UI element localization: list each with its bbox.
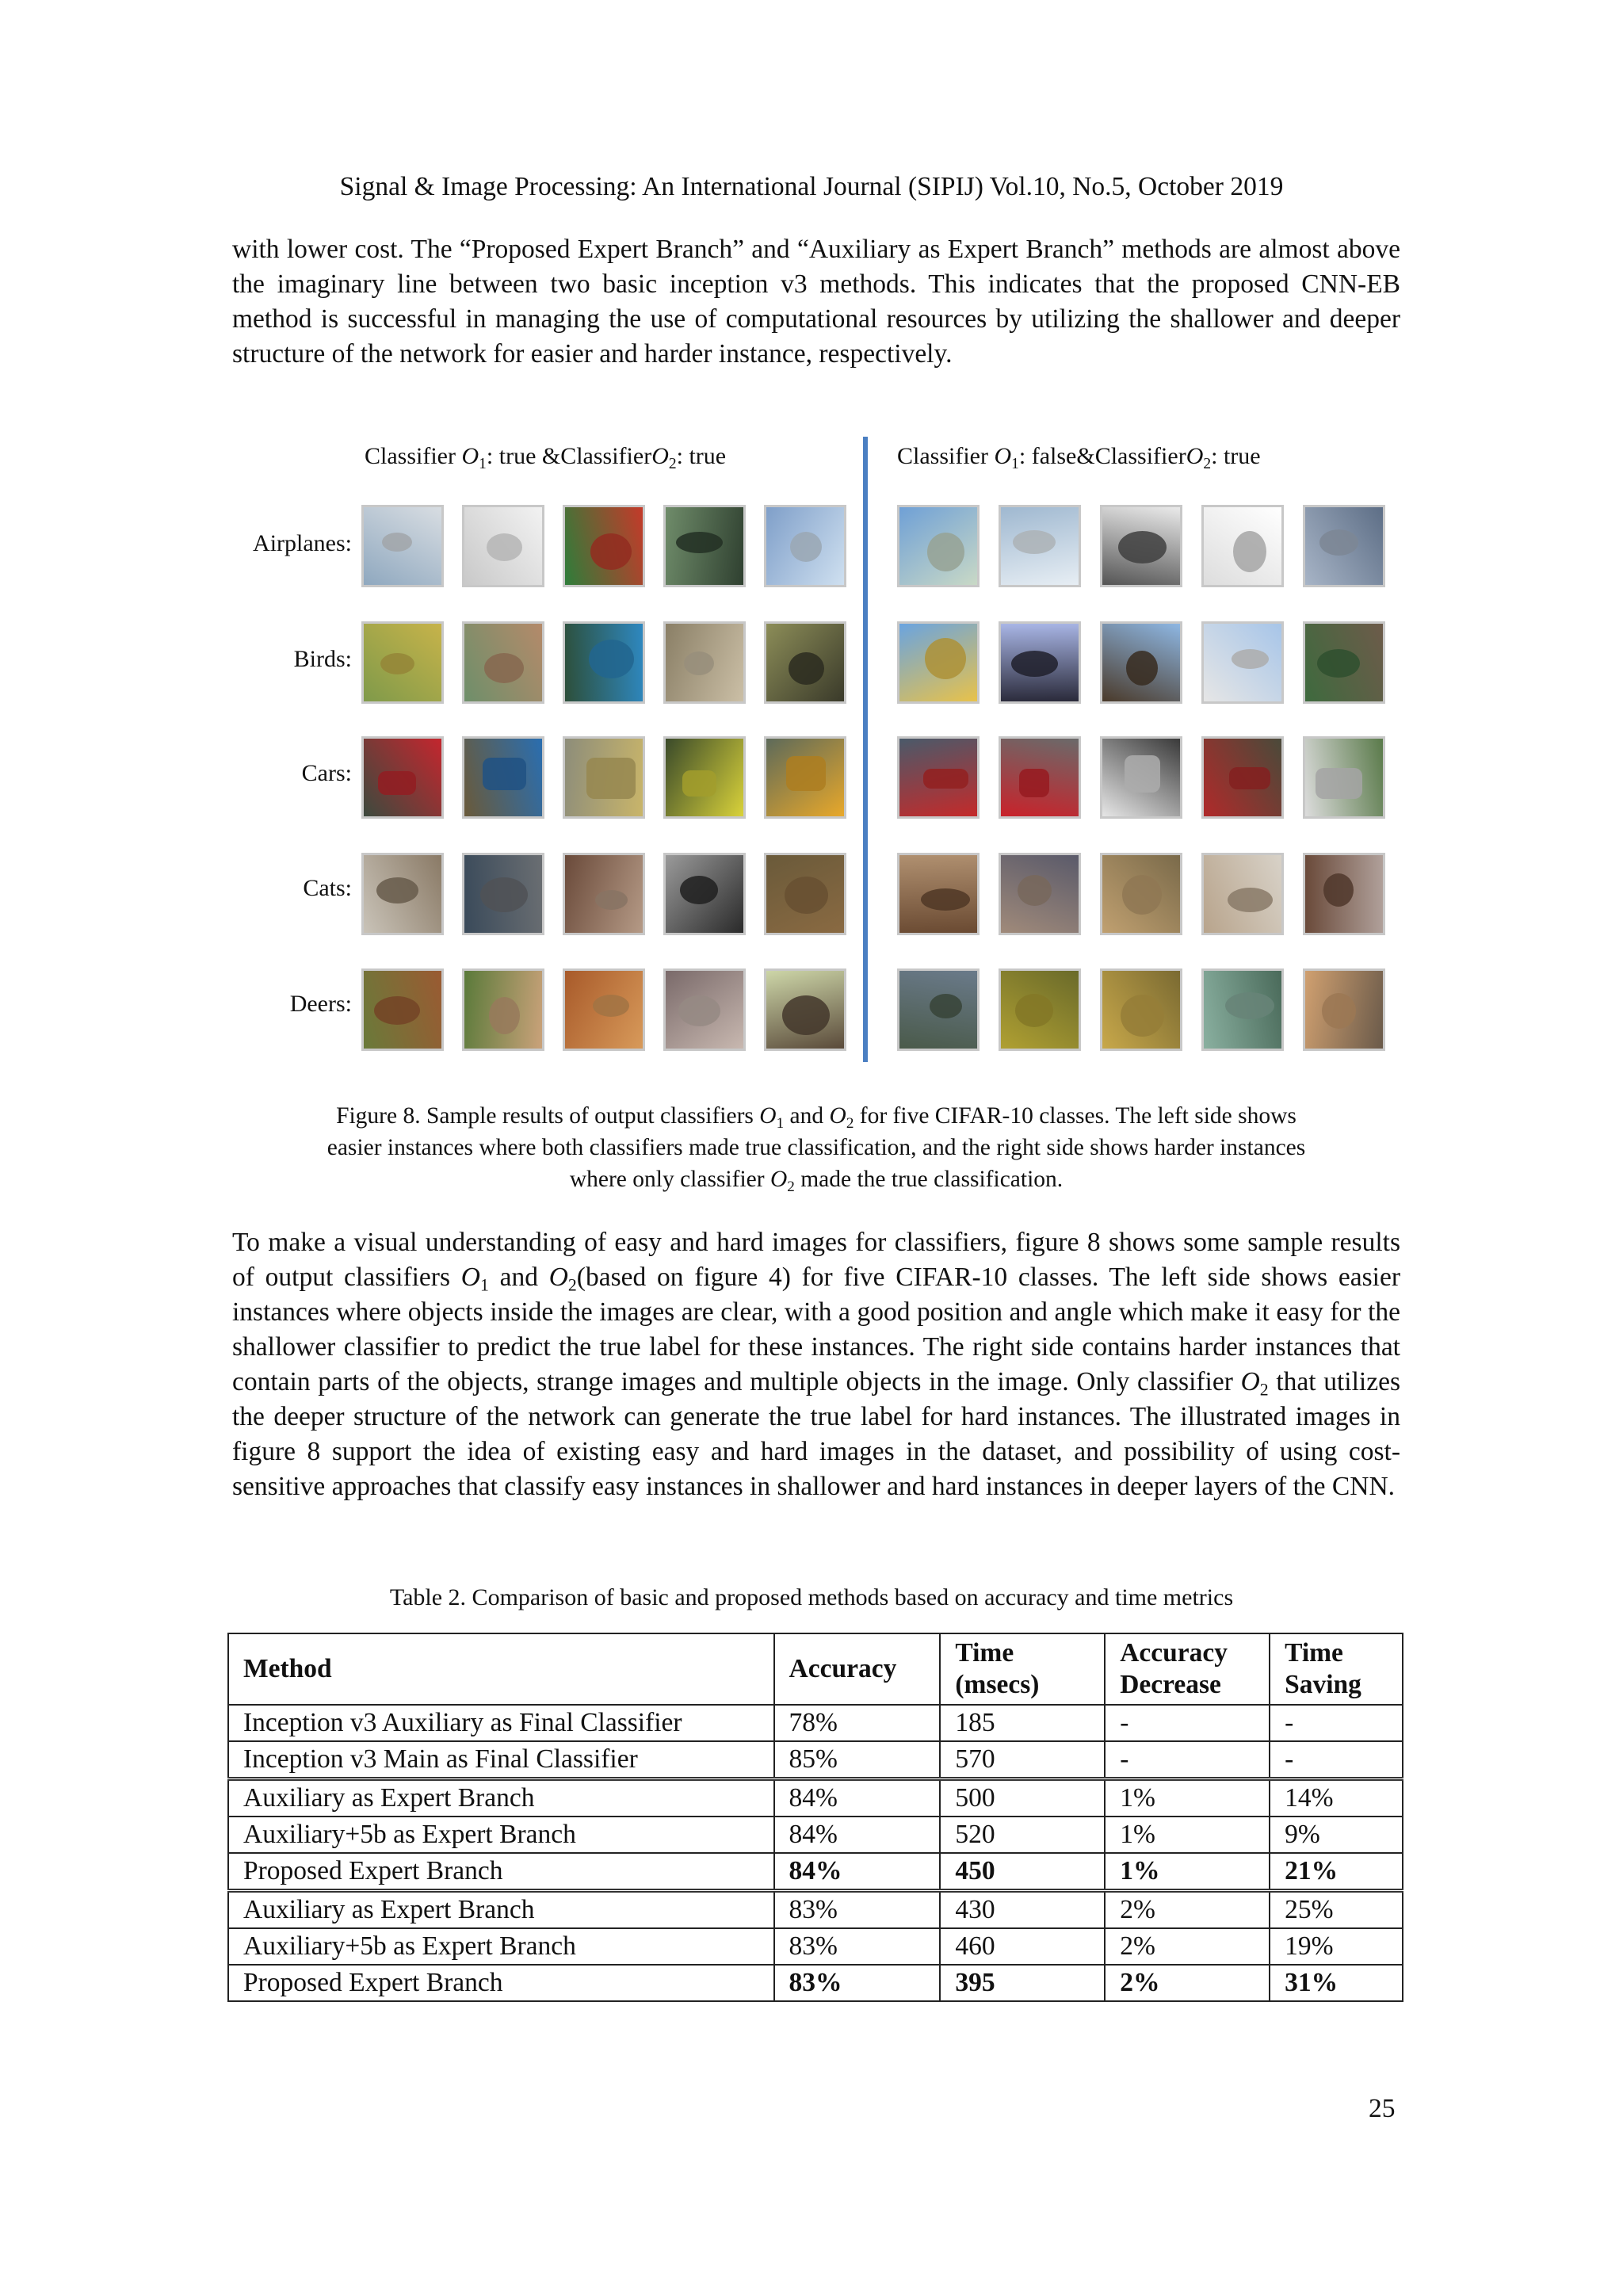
car-hard-sample-1 <box>897 736 980 819</box>
cell-time-saving: 25% <box>1270 1891 1403 1929</box>
cat-hard-sample-1 <box>897 853 980 935</box>
running-header: Signal & Image Processing: An International Journal (SIPIJ) Vol.10, No.5, October 2019 <box>339 172 1284 201</box>
bird-hard-sample-5 <box>1303 621 1385 704</box>
cell-method: Auxiliary+5b as Expert Branch <box>228 1928 774 1965</box>
cell-time: 450 <box>940 1853 1105 1891</box>
page-number: 25 <box>1369 2094 1396 2123</box>
airplane-hard-sample-2 <box>999 505 1081 587</box>
cell-time-saving: 9% <box>1270 1817 1403 1853</box>
airplane-hard-sample-5 <box>1303 505 1385 587</box>
car-easy-sample-5 <box>764 736 846 819</box>
cell-method: Auxiliary as Expert Branch <box>228 1891 774 1929</box>
cell-accuracy-decrease: - <box>1105 1741 1270 1779</box>
cat-easy-sample-1 <box>361 853 444 935</box>
cell-accuracy-decrease: 2% <box>1105 1891 1270 1929</box>
deer-easy-sample-1 <box>361 968 444 1051</box>
cell-accuracy-decrease: 2% <box>1105 1965 1270 2001</box>
intro-paragraph: with lower cost. The “Proposed Expert Branch” and “Auxiliary as Expert Branch” methods are almost above the imaginary line between two basic inception v3 methods. This indicates that the proposed CNN-EB method is successful in managing the use of computational resources by utilizing the shallower and deeper structure of the network for easier and harder instance, respectively. <box>232 235 1400 369</box>
cat-easy-sample-2 <box>462 853 544 935</box>
cell-time: 460 <box>940 1928 1105 1965</box>
results-table <box>227 1633 1403 2002</box>
bird-easy-sample-5 <box>764 621 846 704</box>
bird-easy-sample-4 <box>663 621 746 704</box>
car-easy-sample-2 <box>462 736 544 819</box>
cat-hard-sample-5 <box>1303 853 1385 935</box>
cell-method: Auxiliary as Expert Branch <box>228 1779 774 1817</box>
cell-method: Auxiliary+5b as Expert Branch <box>228 1817 774 1853</box>
table-row <box>228 1853 1403 1891</box>
cell-accuracy: 83% <box>774 1891 941 1929</box>
cell-time-saving: 14% <box>1270 1779 1403 1817</box>
cell-accuracy-decrease: 2% <box>1105 1928 1270 1965</box>
table-row <box>228 1891 1403 1929</box>
cell-time-saving: - <box>1270 1705 1403 1741</box>
car-easy-sample-4 <box>663 736 746 819</box>
header-time-saving: Time Saving <box>1270 1633 1403 1705</box>
row-label-airplanes: Airplanes: <box>253 530 352 556</box>
deer-hard-sample-4 <box>1201 968 1284 1051</box>
cell-accuracy-decrease: 1% <box>1105 1817 1270 1853</box>
cell-accuracy: 83% <box>774 1965 941 2001</box>
header-method: Method <box>228 1633 774 1705</box>
row-label-birds: Birds: <box>293 646 352 672</box>
car-easy-sample-3 <box>563 736 645 819</box>
cell-time: 520 <box>940 1817 1105 1853</box>
figure-right-header: Classifier $O_1$: false&ClassifierO$_2$: true <box>897 443 1261 472</box>
table-row <box>228 1779 1403 1817</box>
airplane-hard-sample-1 <box>897 505 980 587</box>
deer-hard-sample-2 <box>999 968 1081 1051</box>
deer-easy-sample-2 <box>462 968 544 1051</box>
row-label-deers: Deers: <box>289 991 352 1017</box>
figure-left-header: Classifier $O_1$: true &ClassifierO$_2$: true <box>365 443 727 472</box>
cell-accuracy: 84% <box>774 1779 941 1817</box>
table-caption: Table 2. Comparison of basic and proposed methods based on accuracy and time metrics <box>389 1584 1234 1610</box>
car-hard-sample-4 <box>1201 736 1284 819</box>
cell-accuracy-decrease: 1% <box>1105 1853 1270 1891</box>
table-row <box>228 1705 1403 1741</box>
figure-divider <box>863 437 868 1062</box>
table-row <box>228 1741 1403 1779</box>
car-hard-sample-2 <box>999 736 1081 819</box>
bird-hard-sample-4 <box>1201 621 1284 704</box>
deer-easy-sample-5 <box>764 968 846 1051</box>
airplane-easy-sample-3 <box>563 505 645 587</box>
cell-accuracy: 85% <box>774 1741 941 1779</box>
cell-time: 500 <box>940 1779 1105 1817</box>
cell-time: 395 <box>940 1965 1105 2001</box>
cell-accuracy: 83% <box>774 1928 941 1965</box>
cat-hard-sample-4 <box>1201 853 1284 935</box>
header-time: Time (msecs) <box>940 1633 1105 1705</box>
cat-hard-sample-3 <box>1100 853 1182 935</box>
row-label-cars: Cars: <box>301 760 352 786</box>
car-easy-sample-1 <box>361 736 444 819</box>
bird-easy-sample-3 <box>563 621 645 704</box>
airplane-easy-sample-1 <box>361 505 444 587</box>
deer-hard-sample-3 <box>1100 968 1182 1051</box>
cell-accuracy: 84% <box>774 1817 941 1853</box>
car-hard-sample-3 <box>1100 736 1182 819</box>
deer-hard-sample-1 <box>897 968 980 1051</box>
bird-easy-sample-2 <box>462 621 544 704</box>
cell-time-saving: - <box>1270 1741 1403 1779</box>
table-header-row <box>228 1633 1403 1705</box>
airplane-easy-sample-5 <box>764 505 846 587</box>
figure-caption: Figure 8. Sample results of output classifiers $O_1$ and $O_2$ for five CIFAR-10 classes. The left side shows easier instances where both classifiers made true classification, and the right side shows harder instances where only classifier $O_2$ made the true classification. <box>327 1103 1306 1195</box>
cell-method: Inception v3 Auxiliary as Final Classifier <box>228 1705 774 1741</box>
cell-accuracy: 84% <box>774 1853 941 1891</box>
cell-method: Inception v3 Main as Final Classifier <box>228 1741 774 1779</box>
airplane-hard-sample-4 <box>1201 505 1284 587</box>
bird-easy-sample-1 <box>361 621 444 704</box>
cell-time-saving: 21% <box>1270 1853 1403 1891</box>
cell-time: 570 <box>940 1741 1105 1779</box>
cell-time: 430 <box>940 1891 1105 1929</box>
header-accuracy-decrease: Accuracy Decrease <box>1105 1633 1270 1705</box>
header-accuracy: Accuracy <box>774 1633 941 1705</box>
table-row <box>228 1965 1403 2001</box>
airplane-hard-sample-3 <box>1100 505 1182 587</box>
cat-easy-sample-3 <box>563 853 645 935</box>
cell-method: Proposed Expert Branch <box>228 1965 774 2001</box>
bird-hard-sample-1 <box>897 621 980 704</box>
airplane-easy-sample-2 <box>462 505 544 587</box>
deer-easy-sample-3 <box>563 968 645 1051</box>
cat-easy-sample-5 <box>764 853 846 935</box>
cell-accuracy: 78% <box>774 1705 941 1741</box>
cell-time-saving: 19% <box>1270 1928 1403 1965</box>
discussion-paragraph: To make a visual understanding of easy and hard images for classifiers, figure 8 shows some sample results of output classifiers $O_1$ and $O_2(based$ on figure 4) for five CIFAR-10 classes. The left side shows easier instances where objects inside the images are clear, with a good position and angle which make it easy for the shallower classifier to predict the true label for these instances. The right side contains harder instances that contain parts of the objects, strange images and multiple objects in the image. Only classifier $O_2$ that utilizes the deeper structure of the network can generate the true label for hard instances. The illustrated images in figure 8 support the idea of existing easy and hard images in the dataset, and possibility of using cost-sensitive approaches that classify easy instances in shallower and hard instances in deeper layers of the CNN. <box>232 1228 1400 1501</box>
deer-hard-sample-5 <box>1303 968 1385 1051</box>
bird-hard-sample-2 <box>999 621 1081 704</box>
airplane-easy-sample-4 <box>663 505 746 587</box>
table-row <box>228 1928 1403 1965</box>
car-hard-sample-5 <box>1303 736 1385 819</box>
table-row <box>228 1817 1403 1853</box>
cat-hard-sample-2 <box>999 853 1081 935</box>
cell-accuracy-decrease: 1% <box>1105 1779 1270 1817</box>
row-label-cats: Cats: <box>303 875 352 901</box>
cell-accuracy-decrease: - <box>1105 1705 1270 1741</box>
cell-time: 185 <box>940 1705 1105 1741</box>
cell-time-saving: 31% <box>1270 1965 1403 2001</box>
cat-easy-sample-4 <box>663 853 746 935</box>
cell-method: Proposed Expert Branch <box>228 1853 774 1891</box>
bird-hard-sample-3 <box>1100 621 1182 704</box>
deer-easy-sample-4 <box>663 968 746 1051</box>
